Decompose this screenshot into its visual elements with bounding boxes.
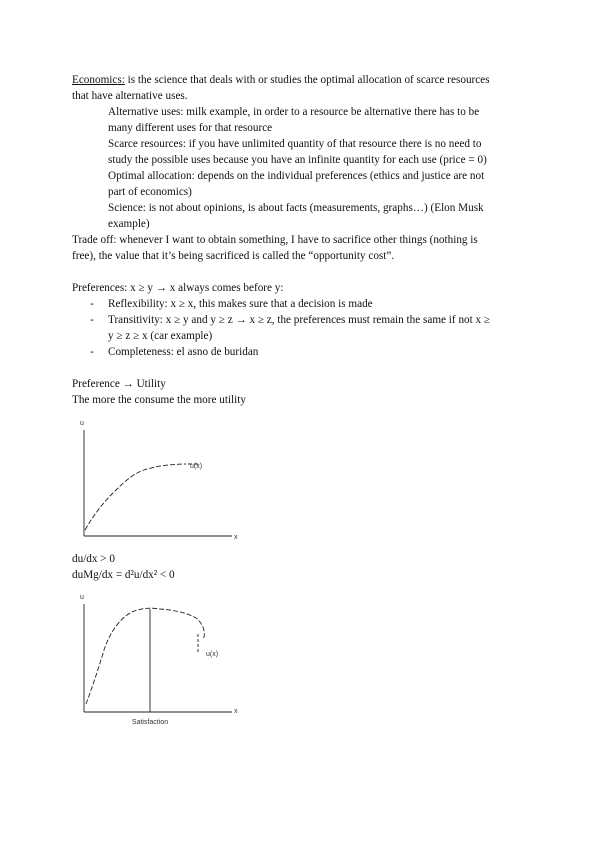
graph2-curve-label: u(x) xyxy=(206,651,219,658)
utility-graph-satiation xyxy=(60,588,260,732)
graph1-utility-curve xyxy=(85,464,186,530)
preference-transitivity-cont: y ≥ z ≥ x (car example) xyxy=(108,330,213,342)
detail-optimal-allocation: Optimal allocation: depends on the individual preferences (ethics and justice are not xyxy=(108,170,485,182)
detail-science-cont: example) xyxy=(108,218,150,230)
bullet-dash: - xyxy=(90,346,94,358)
preference-reflexibility: Reflexibility: x ≥ x, this makes sure that a decision is made xyxy=(108,298,373,310)
detail-science: Science: is not about opinions, is about facts (measurements, graphs…) (Elon Musk xyxy=(108,202,484,214)
economics-term: Economics: xyxy=(72,74,125,86)
intro-definition: is the science that deals with or studies the optimal allocation of scarce resources xyxy=(124,74,490,86)
utility-graph-increasing xyxy=(60,412,260,542)
bullet-dash: - xyxy=(90,298,94,310)
intro-line-2: that have alternative uses. xyxy=(72,90,188,102)
preference-transitivity: Transitivity: x ≥ y and y ≥ z → x ≥ z, the preferences must remain the same if not x ≥ xyxy=(108,314,491,326)
utility-line: The more the consume the more utility xyxy=(72,394,246,406)
detail-alternative-uses-cont: many different uses for that resource xyxy=(108,122,273,134)
detail-scarce-resources: Scarce resources: if you have unlimited quantity of that resource there is no need to xyxy=(108,138,482,150)
derivative-second: duMg/dx = d²u/dx² < 0 xyxy=(72,569,175,581)
graph1-curve-label: u(x) xyxy=(190,463,203,470)
graph2-satisfaction-label: Satisfaction xyxy=(131,719,169,726)
preference-completeness: Completeness: el asno de buridan xyxy=(108,346,259,358)
graph1-y-label: u xyxy=(80,420,84,427)
tradeoff-line-2: free), the value that it’s being sacrificed is called the “opportunity cost”. xyxy=(72,250,395,262)
graph2-x-label: x xyxy=(234,708,238,715)
graph2-utility-curve xyxy=(86,608,204,704)
derivative-first: du/dx > 0 xyxy=(72,553,115,565)
detail-optimal-allocation-cont: part of economics) xyxy=(108,186,192,198)
graph1-x-label: x xyxy=(234,534,238,541)
detail-alternative-uses: Alternative uses: milk example, in order to a resource be alternative there has to be xyxy=(108,106,480,118)
detail-scarce-resources-cont: study the possible uses because you have an infinite quantity for each use (price = 0) xyxy=(108,154,487,166)
bullet-dash: - xyxy=(90,314,94,326)
graph2-y-label: u xyxy=(80,594,84,601)
preferences-heading: Preferences: x ≥ y → x always comes before y: xyxy=(72,282,284,294)
intro-line-1 xyxy=(72,72,490,88)
utility-heading: Preference → Utility xyxy=(72,378,166,390)
tradeoff-line-1: Trade off: whenever I want to obtain something, I have to sacrifice other things (nothing is xyxy=(72,234,478,246)
